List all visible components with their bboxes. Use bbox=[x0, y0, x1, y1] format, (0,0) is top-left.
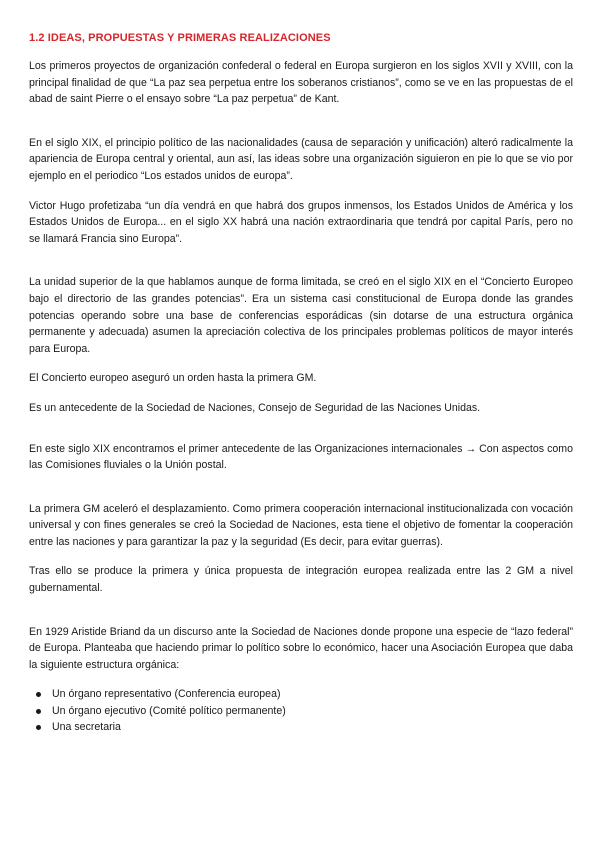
paragraph-sociedad-de-naciones: La primera GM aceleró el desplazamiento. Como primera cooperación internacional institucionalizada con vocación universal y con fines generales se creó la Sociedad de Naciones, esta tiene el objetivo de fomentar la cooperación entre las naciones y para garantizar la paz y la seguridad (Es decir, para evitar guerras). bbox=[29, 502, 573, 548]
bullet-list-estructura bbox=[29, 686, 573, 735]
list-item bbox=[29, 686, 573, 702]
paragraph-victor-hugo: Victor Hugo profetizaba “un día vendrá en que habrá dos grupos inmensos, los Estados Unidos de América y los Estados Unidos de Europa... en el siglo XX habrá una nación extraordinaria que tendrá por capital París, pero no se llamará Francia sino Europa”. bbox=[29, 199, 573, 245]
list-item-text: Un órgano representativo (Conferencia europea) bbox=[52, 688, 281, 701]
bullet-dot-icon bbox=[36, 725, 41, 730]
paragraph-propuesta-integracion: Tras ello se produce la primera y única propuesta de integración europea realizada entre las 2 GM a nivel gubernamental. bbox=[29, 565, 573, 595]
section-heading: 1.2 IDEAS, PROPUESTAS Y PRIMERAS REALIZACIONES bbox=[29, 32, 331, 44]
list-item-text: Un órgano ejecutivo (Comité político permanente) bbox=[52, 704, 286, 717]
list-item bbox=[29, 703, 573, 719]
paragraph-aristide-briand: En 1929 Aristide Briand da un discurso ante la Sociedad de Naciones donde propone una especie de “lazo federal” de Europa. Planteaba que haciendo primar lo político sobre lo económico, hacer una Asociación Europea que daba la siguiente estructura orgánica: bbox=[29, 625, 573, 671]
paragraph-antecedente-sdn: Es un antecedente de la Sociedad de Naciones, Consejo de Seguridad de las Naciones Unidas. bbox=[29, 401, 481, 414]
list-item-text: Una secretaria bbox=[52, 720, 121, 733]
paragraph-organizaciones-internacionales: En este siglo XIX encontramos el primer antecedente de las Organizaciones internacionales → Con aspectos como las Comisiones fluviales o la Unión postal. bbox=[29, 442, 573, 472]
document-page bbox=[29, 32, 573, 735]
paragraph-early-projects: Los primeros proyectos de organización confederal o federal en Europa surgieron en los siglos XVII y XVIII, con la principal finalidad de que “La paz sea perpetua entre los soberanos cristianos”, como se ve en las propuestas de el abad de saint Pierre o el ensayo sobre “La paz perpetua” de Kant. bbox=[29, 60, 573, 106]
paragraph-concierto-europeo: La unidad superior de la que hablamos aunque de forma limitada, se creó en el siglo XIX en el “Concierto Europeo bajo el directorio de las grandes potencias”. Era un sistema casi constitucional de Europa donde las grandes potencias operando sobre una base de conferencias esporádicas (sin dotarse de una estructura orgánica permanente y adecuada) asumen la apreciación colectiva de los principales problemas políticos de mayor interés para Europa. bbox=[29, 276, 573, 355]
list-item bbox=[29, 719, 573, 735]
paragraph-nineteenth-century: En el siglo XIX, el principio político de las nacionalidades (causa de separación y unificación) alteró radicalmente la apariencia de Europa central y oriental, aun así, las ideas sobre una organización siguieron en pie lo que se vio por ejemplo en el periodico “Los estados unidos de europa”. bbox=[29, 136, 573, 182]
bullet-dot-icon bbox=[36, 709, 41, 714]
paragraph-orden-primera-gm: El Concierto europeo aseguró un orden hasta la primera GM. bbox=[29, 372, 317, 385]
bullet-dot-icon bbox=[36, 692, 41, 697]
